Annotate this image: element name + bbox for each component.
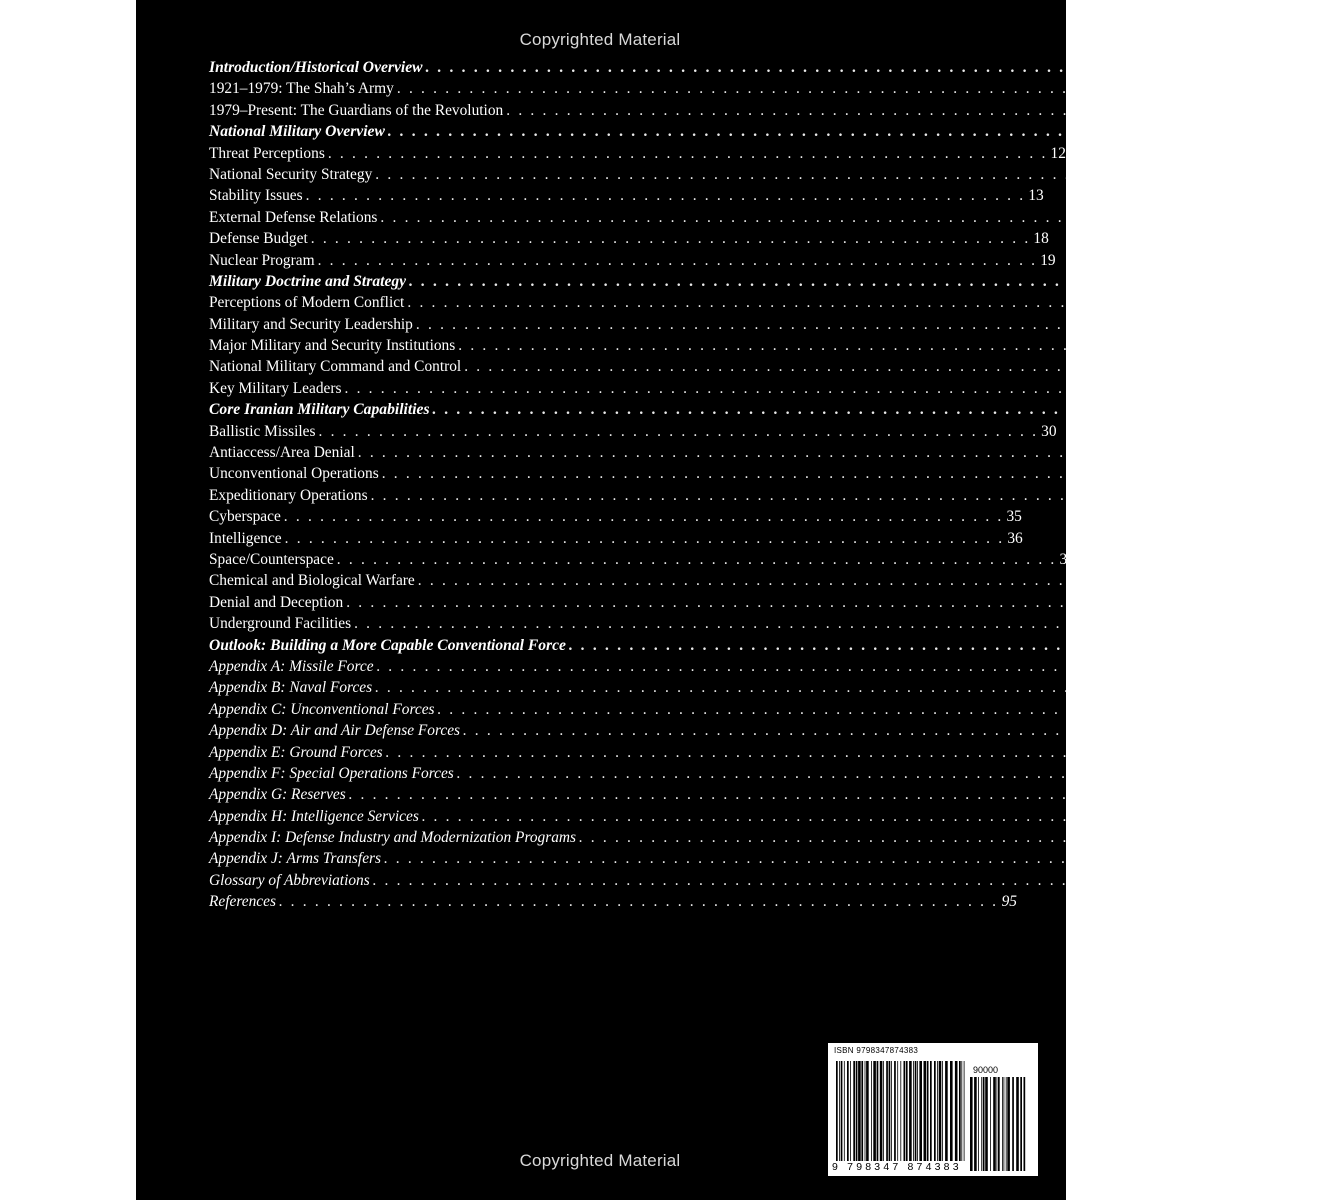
- toc-page-number: 39: [1076, 615, 1093, 633]
- toc-title: Appendix A: Missile Force: [209, 657, 374, 675]
- barcode-bar: [871, 1061, 872, 1161]
- toc-row-entry: [209, 78, 1128, 99]
- toc-leader-dots: . . . . . . . . . . . . . . . . . . . . . . . . . . . . . . . . . . . . . . . . . . . . . . . . . . . . . . . . . . . .: [376, 657, 1097, 675]
- watermark-top: Copyrighted Material: [519, 30, 681, 49]
- toc-leader-dots: . . . . . . . . . . . . . . . . . . . . . . . . . . . . . . . . . . . . . . . . . . . . . . . . . . . . . . . . . . . .: [327, 144, 1048, 162]
- toc-row-entry: [209, 100, 1237, 121]
- toc-title: Appendix D: Air and Air Defense Forces: [209, 722, 461, 740]
- toc-title: External Defense Relations: [209, 208, 378, 226]
- toc-row-entry: [209, 185, 1044, 206]
- toc-leader-dots: . . . . . . . . . . . . . . . . . . . . . . . . . . . . . . . . . . . . . . . . . . . . . . . . . . . . . . . . . . . .: [407, 294, 1128, 312]
- toc-title: Intelligence: [209, 529, 282, 547]
- toc-leader-dots: . . . . . . . . . . . . . . . . . . . . . . . . . . . . . . . . . . . . . . . . . . . . . . . . . . . . . . . . . . . .: [425, 59, 1152, 76]
- toc-page-number: 15: [1103, 208, 1119, 226]
- toc-title: Appendix F: Special Operations Forces: [209, 764, 454, 782]
- barcode-bar: [886, 1061, 888, 1161]
- toc-row-entry: [209, 570, 1156, 591]
- toc-title: Major Military and Security Institutions: [209, 337, 456, 355]
- barcode-bar: [861, 1061, 863, 1161]
- toc-leader-dots: . . . . . . . . . . . . . . . . . . . . . . . . . . . . . . . . . . . . . . . . . . . . . . . . . . . . . . . . . . . .: [387, 123, 1114, 141]
- toc-page-number: 88: [1106, 850, 1123, 868]
- toc-title: Introduction/Historical Overview: [209, 59, 423, 76]
- barcode-bar: [950, 1061, 953, 1161]
- barcode-bar: [955, 1061, 958, 1161]
- toc-row-entry: [209, 143, 1066, 164]
- toc-row-entry: [209, 528, 1023, 549]
- toc-row-entry: [209, 378, 1083, 399]
- toc-leader-dots: . . . . . . . . . . . . . . . . . . . . . . . . . . . . . . . . . . . . . . . . . . . . . . . . . . . . . . . . . . . .: [432, 401, 1159, 419]
- toc-leader-dots: . . . . . . . . . . . . . . . . . . . . . . . . . . . . . . . . . . . . . . . . . . . . . . . . . . . . . . . . . . . .: [317, 251, 1038, 269]
- toc-page-number: 48: [1097, 679, 1114, 697]
- barcode-bar: [889, 1061, 891, 1161]
- toc-leader-dots: . . . . . . . . . . . . . . . . . . . . . . . . . . . . . . . . . . . . . . . . . . . . . . . . . . . . . . . . . . . .: [284, 529, 1005, 547]
- barcode-bar: [909, 1061, 912, 1161]
- barcode-bar: [919, 1061, 922, 1161]
- toc-row-entry: [209, 164, 1114, 185]
- toc-title: National Military Command and Control: [209, 358, 462, 376]
- toc-leader-dots: . . . . . . . . . . . . . . . . . . . . . . . . . . . . . . . . . . . . . . . . . . . . . . . . . . . . . . . . . . . .: [278, 893, 999, 911]
- barcode-bar: [924, 1061, 927, 1161]
- watermark-bottom: Copyrighted Material: [519, 1151, 681, 1170]
- isbn-label: ISBN 9798347874383: [834, 1046, 919, 1055]
- toc-title: Military Doctrine and Strategy: [209, 272, 407, 290]
- barcode-bar: [930, 1061, 932, 1161]
- toc-row-section: [209, 399, 1177, 420]
- toc-row-appendix: [209, 784, 1087, 805]
- toc-title: Core Iranian Military Capabilities: [209, 401, 430, 419]
- barcode-bar: [934, 1061, 936, 1161]
- toc-title: References: [209, 893, 276, 911]
- toc-row-section: [209, 271, 1154, 292]
- table-of-contents: [209, 57, 1317, 913]
- toc-leader-dots: . . . . . . . . . . . . . . . . . . . . . . . . . . . . . . . . . . . . . . . . . . . . . . . . . . . . . . . . . . . .: [464, 358, 1184, 376]
- toc-row-entry: [209, 356, 1203, 377]
- toc-title: Appendix I: Defense Industry and Modernization Programs: [209, 829, 577, 847]
- toc-title: Appendix J: Arms Transfers: [209, 850, 382, 868]
- barcode-bar: [883, 1061, 884, 1161]
- barcode-bar: [915, 1061, 917, 1161]
- toc-leader-dots: . . . . . . . . . . . . . . . . . . . . . . . . . . . . . . . . . . . . . . . . . . . . . . . . . . . . . . . . . . . .: [348, 786, 1069, 804]
- barcode-bar: [945, 1061, 948, 1161]
- toc-leader-dots: . . . . . . . . . . . . . . . . . . . . . . . . . . . . . . . . . . . . . . . . . . . . . . . . . . . . . . . . . . . .: [346, 593, 1066, 611]
- toc-leader-dots: . . . . . . . . . . . . . . . . . . . . . . . . . . . . . . . . . . . . . . . . . . . . . . . . . . . . . . . . . . . .: [385, 743, 1106, 761]
- toc-title: Appendix H: Intelligence Services: [209, 807, 419, 825]
- toc-leader-dots: . . . . . . . . . . . . . . . . . . . . . . . . . . . . . . . . . . . . . . . . . . . . . . . . . . . . . . . . . . . .: [380, 208, 1101, 226]
- barcode-bar: [904, 1061, 906, 1161]
- toc-leader-dots: . . . . . . . . . . . . . . . . . . . . . . . . . . . . . . . . . . . . . . . . . . . . . . . . . . . . . . . . . . . .: [372, 871, 1093, 889]
- barcode-bar: [844, 1061, 845, 1161]
- barcode-bar: [836, 1061, 838, 1161]
- barcode-bar: [865, 1061, 866, 1161]
- toc-page-number: 24: [1138, 315, 1154, 333]
- barcode-price-code: 90000: [973, 1065, 999, 1075]
- toc-leader-dots: . . . . . . . . . . . . . . . . . . . . . . . . . . . . . . . . . . . . . . . . . . . . . . . . . . . . . . . . . . . .: [417, 572, 1138, 590]
- toc-row-entry: [209, 335, 1197, 356]
- toc-row-appendix: [209, 677, 1114, 698]
- toc-row-entry: [209, 506, 1022, 527]
- toc-page-number: 33: [1104, 465, 1120, 483]
- toc-page-number: 12: [1050, 144, 1066, 162]
- toc-page-number: 37: [1059, 550, 1075, 568]
- toc-title: Appendix B: Naval Forces: [209, 679, 373, 697]
- toc-page-number: 32: [1080, 444, 1096, 462]
- toc-leader-dots: . . . . . . . . . . . . . . . . . . . . . . . . . . . . . . . . . . . . . . . . . . . . . . . . . . . . . . . . . . . .: [396, 80, 1117, 98]
- barcode-bar: [839, 1061, 840, 1161]
- barcode-bar: [964, 1061, 965, 1161]
- toc-page-number: 57: [1160, 700, 1176, 718]
- toc-leader-dots: . . . . . . . . . . . . . . . . . . . . . . . . . . . . . . . . . . . . . . . . . . . . . . . . . . . . . . . . . . . .: [579, 829, 1299, 847]
- barcode-bar: [961, 1061, 962, 1161]
- toc-page-number: 28: [1067, 379, 1083, 397]
- toc-page-number: 72: [1108, 743, 1124, 761]
- toc-row-entry: [209, 613, 1093, 634]
- toc-leader-dots: . . . . . . . . . . . . . . . . . . . . . . . . . . . . . . . . . . . . . . . . . . . . . . . . . . . . . . . . . . . .: [283, 508, 1004, 526]
- barcode-bar: [913, 1061, 914, 1161]
- barcode-bar: [858, 1061, 861, 1161]
- toc-leader-dots: . . . . . . . . . . . . . . . . . . . . . . . . . . . . . . . . . . . . . . . . . . . . . . . . . . . . . . . . . . . .: [381, 465, 1102, 483]
- toc-title: Expeditionary Operations: [209, 486, 368, 504]
- toc-page-number: 92: [1095, 871, 1111, 889]
- toc-title: Stability Issues: [209, 187, 303, 205]
- toc-page-number: 3: [1228, 101, 1237, 119]
- toc-page-number: 30: [1041, 422, 1057, 440]
- toc-page-number: 38: [1140, 572, 1156, 590]
- barcode-bar: [866, 1061, 869, 1161]
- toc-row-entry: [209, 314, 1154, 335]
- toc-leader-dots: . . . . . . . . . . . . . . . . . . . . . . . . . . . . . . . . . . . . . . . . . . . . . . . . . . . . . . . . . . . .: [409, 272, 1135, 290]
- toc-title: 1921–1979: The Shah’s Army: [209, 80, 394, 98]
- barcode-bar: [897, 1061, 898, 1161]
- toc-leader-dots: . . . . . . . . . . . . . . . . . . . . . . . . . . . . . . . . . . . . . . . . . . . . . . . . . . . . . . . . . . . .: [568, 636, 1295, 654]
- toc-title: Appendix G: Reserves: [209, 786, 346, 804]
- barcode-bar: [847, 1061, 849, 1161]
- barcode-bar: [894, 1061, 896, 1161]
- toc-title: Perceptions of Modern Conflict: [209, 294, 405, 312]
- barcode-bar: [880, 1061, 883, 1161]
- barcode-bar: [873, 1061, 876, 1161]
- toc-title: Defense Budget: [209, 230, 308, 248]
- barcode-bar: [900, 1061, 901, 1161]
- toc-leader-dots: . . . . . . . . . . . . . . . . . . . . . . . . . . . . . . . . . . . . . . . . . . . . . . . . . . . . . . . . . . . .: [375, 165, 1095, 183]
- toc-page-number: 1: [1119, 80, 1128, 98]
- toc-page-number: 1: [1154, 59, 1163, 76]
- barcode-main-bars: [836, 1061, 966, 1161]
- toc-leader-dots: . . . . . . . . . . . . . . . . . . . . . . . . . . . . . . . . . . . . . . . . . . . . . . . . . . . . . . . . . . . .: [310, 230, 1031, 248]
- toc-row-entry: [209, 442, 1096, 463]
- toc-page-number: 12: [1097, 165, 1114, 183]
- toc-row-entry: [209, 292, 1146, 313]
- toc-row-appendix: [209, 763, 1195, 784]
- barcode-digits: 9 798347 874383: [832, 1161, 962, 1173]
- barcode-bar: [959, 1061, 961, 1161]
- toc-page-number: 13: [1028, 187, 1044, 205]
- toc-page-number: 30: [1161, 401, 1177, 419]
- toc-row-appendix: [209, 891, 1017, 912]
- toc-row-appendix: [209, 720, 1202, 741]
- toc-page-number: 81: [1144, 807, 1160, 825]
- toc-title: Ballistic Missiles: [209, 422, 316, 440]
- barcode-bar: [937, 1061, 938, 1161]
- toc-leader-dots: . . . . . . . . . . . . . . . . . . . . . . . . . . . . . . . . . . . . . . . . . . . . . . . . . . . . . . . . . . . .: [421, 807, 1142, 825]
- toc-title: Appendix C: Unconventional Forces: [209, 700, 435, 718]
- toc-page-number: 83: [1301, 829, 1317, 847]
- toc-leader-dots: . . . . . . . . . . . . . . . . . . . . . . . . . . . . . . . . . . . . . . . . . . . . . . . . . . . . . . . . . . . .: [336, 550, 1057, 568]
- toc-title: Denial and Deception: [209, 593, 344, 611]
- toc-title: Nuclear Program: [209, 251, 315, 269]
- toc-title: Cyberspace: [209, 508, 281, 526]
- barcode-bar: [877, 1061, 879, 1161]
- toc-page-number: 23: [1130, 294, 1146, 312]
- toc-leader-dots: . . . . . . . . . . . . . . . . . . . . . . . . . . . . . . . . . . . . . . . . . . . . . . . . . . . . . . . . . . . .: [357, 444, 1078, 462]
- toc-title: Space/Counterspace: [209, 550, 334, 568]
- toc-page-number: 34: [1093, 486, 1109, 504]
- barcode-bar: [917, 1061, 918, 1161]
- toc-leader-dots: . . . . . . . . . . . . . . . . . . . . . . . . . . . . . . . . . . . . . . . . . . . . . . . . . . . . . . . . . . . .: [384, 850, 1104, 868]
- toc-leader-dots: . . . . . . . . . . . . . . . . . . . . . . . . . . . . . . . . . . . . . . . . . . . . . . . . . . . . . . . . . . . .: [305, 187, 1026, 205]
- toc-page-number: 22: [1137, 272, 1154, 290]
- barcode-bar: [891, 1061, 892, 1161]
- toc-page-number: 76: [1179, 764, 1195, 782]
- toc-row-appendix: [209, 827, 1317, 848]
- barcode-bar: [939, 1061, 942, 1161]
- toc-row-entry: [209, 463, 1120, 484]
- toc-page-number: 40: [1297, 636, 1314, 654]
- toc-leader-dots: . . . . . . . . . . . . . . . . . . . . . . . . . . . . . . . . . . . . . . . . . . . . . . . . . . . . . . . . . . . .: [344, 379, 1065, 397]
- toc-leader-dots: . . . . . . . . . . . . . . . . . . . . . . . . . . . . . . . . . . . . . . . . . . . . . . . . . . . . . . . . . . . .: [318, 422, 1039, 440]
- toc-page-number: 35: [1006, 508, 1022, 526]
- toc-row-appendix: [209, 806, 1160, 827]
- toc-title: Appendix E: Ground Forces: [209, 743, 383, 761]
- toc-title: Glossary of Abbreviations: [209, 871, 370, 889]
- toc-row-section: [209, 57, 1163, 78]
- barcode-bar: [942, 1061, 943, 1161]
- toc-title: Chemical and Biological Warfare: [209, 572, 415, 590]
- barcode-bar: [850, 1061, 851, 1161]
- toc-leader-dots: . . . . . . . . . . . . . . . . . . . . . . . . . . . . . . . . . . . . . . . . . . . . . . . . . . . . . . . . . . . .: [437, 700, 1158, 718]
- toc-row-appendix: [209, 656, 1115, 677]
- toc-leader-dots: . . . . . . . . . . . . . . . . . . . . . . . . . . . . . . . . . . . . . . . . . . . . . . . . . . . . . . . . . . . .: [375, 679, 1095, 697]
- toc-page-number: 39: [1068, 593, 1085, 611]
- toc-page-number: 78: [1071, 786, 1087, 804]
- toc-row-entry: [209, 250, 1056, 271]
- toc-title: Underground Facilities: [209, 615, 352, 633]
- toc-page-number: 64: [1185, 722, 1202, 740]
- toc-title: Military and Security Leadership: [209, 315, 413, 333]
- toc-row-appendix: [209, 848, 1123, 869]
- barcode-bar: [927, 1061, 929, 1161]
- toc-title: National Security Strategy: [209, 165, 373, 183]
- toc-row-entry: [209, 485, 1109, 506]
- toc-title: Key Military Leaders: [209, 379, 342, 397]
- toc-leader-dots: . . . . . . . . . . . . . . . . . . . . . . . . . . . . . . . . . . . . . . . . . . . . . . . . . . . . . . . . . . . .: [354, 615, 1074, 633]
- toc-row-section: [209, 635, 1314, 656]
- toc-title: 1979–Present: The Guardians of the Revolution: [209, 101, 504, 119]
- toc-leader-dots: . . . . . . . . . . . . . . . . . . . . . . . . . . . . . . . . . . . . . . . . . . . . . . . . . . . . . . . . . . . .: [456, 764, 1177, 782]
- toc-row-entry: [209, 592, 1085, 613]
- toc-page-number: 26: [1186, 358, 1203, 376]
- barcode-bar: [841, 1061, 843, 1161]
- toc-row-section: [209, 121, 1133, 142]
- toc-leader-dots: . . . . . . . . . . . . . . . . . . . . . . . . . . . . . . . . . . . . . . . . . . . . . . . . . . . . . . . . . . . .: [458, 337, 1178, 355]
- toc-leader-dots: . . . . . . . . . . . . . . . . . . . . . . . . . . . . . . . . . . . . . . . . . . . . . . . . . . . . . . . . . . . .: [415, 315, 1136, 333]
- toc-title: Antiaccess/Area Denial: [209, 444, 355, 462]
- toc-leader-dots: . . . . . . . . . . . . . . . . . . . . . . . . . . . . . . . . . . . . . . . . . . . . . . . . . . . . . . . . . . . .: [463, 722, 1183, 740]
- barcode-bar: [906, 1061, 908, 1161]
- toc-leader-dots: . . . . . . . . . . . . . . . . . . . . . . . . . . . . . . . . . . . . . . . . . . . . . . . . . . . . . . . . . . . .: [370, 486, 1091, 504]
- toc-title: Unconventional Operations: [209, 465, 379, 483]
- toc-page-number: 19: [1040, 251, 1056, 269]
- toc-title: Outlook: Building a More Capable Conventional Force: [209, 636, 566, 654]
- toc-row-appendix: [209, 870, 1111, 891]
- barcode-bar: [856, 1061, 858, 1161]
- toc-page-number: 18: [1033, 230, 1049, 248]
- barcode-bar: [853, 1061, 855, 1161]
- toc-page-number: 43: [1099, 657, 1115, 675]
- toc-row-appendix: [209, 699, 1176, 720]
- toc-row-appendix: [209, 742, 1124, 763]
- toc-title: Threat Perceptions: [209, 144, 325, 162]
- toc-row-entry: [209, 228, 1049, 249]
- toc-row-entry: [209, 421, 1057, 442]
- toc-page-number: 36: [1007, 529, 1023, 547]
- toc-page-number: 10: [1116, 123, 1133, 141]
- toc-row-entry: [209, 549, 1075, 570]
- toc-row-entry: [209, 207, 1119, 228]
- toc-page-number: 95: [1001, 893, 1017, 911]
- toc-title: National Military Overview: [209, 123, 385, 141]
- toc-leader-dots: . . . . . . . . . . . . . . . . . . . . . . . . . . . . . . . . . . . . . . . . . . . . . . . . . . . . . . . . . . . .: [506, 101, 1226, 119]
- toc-page-number: 24: [1180, 337, 1197, 355]
